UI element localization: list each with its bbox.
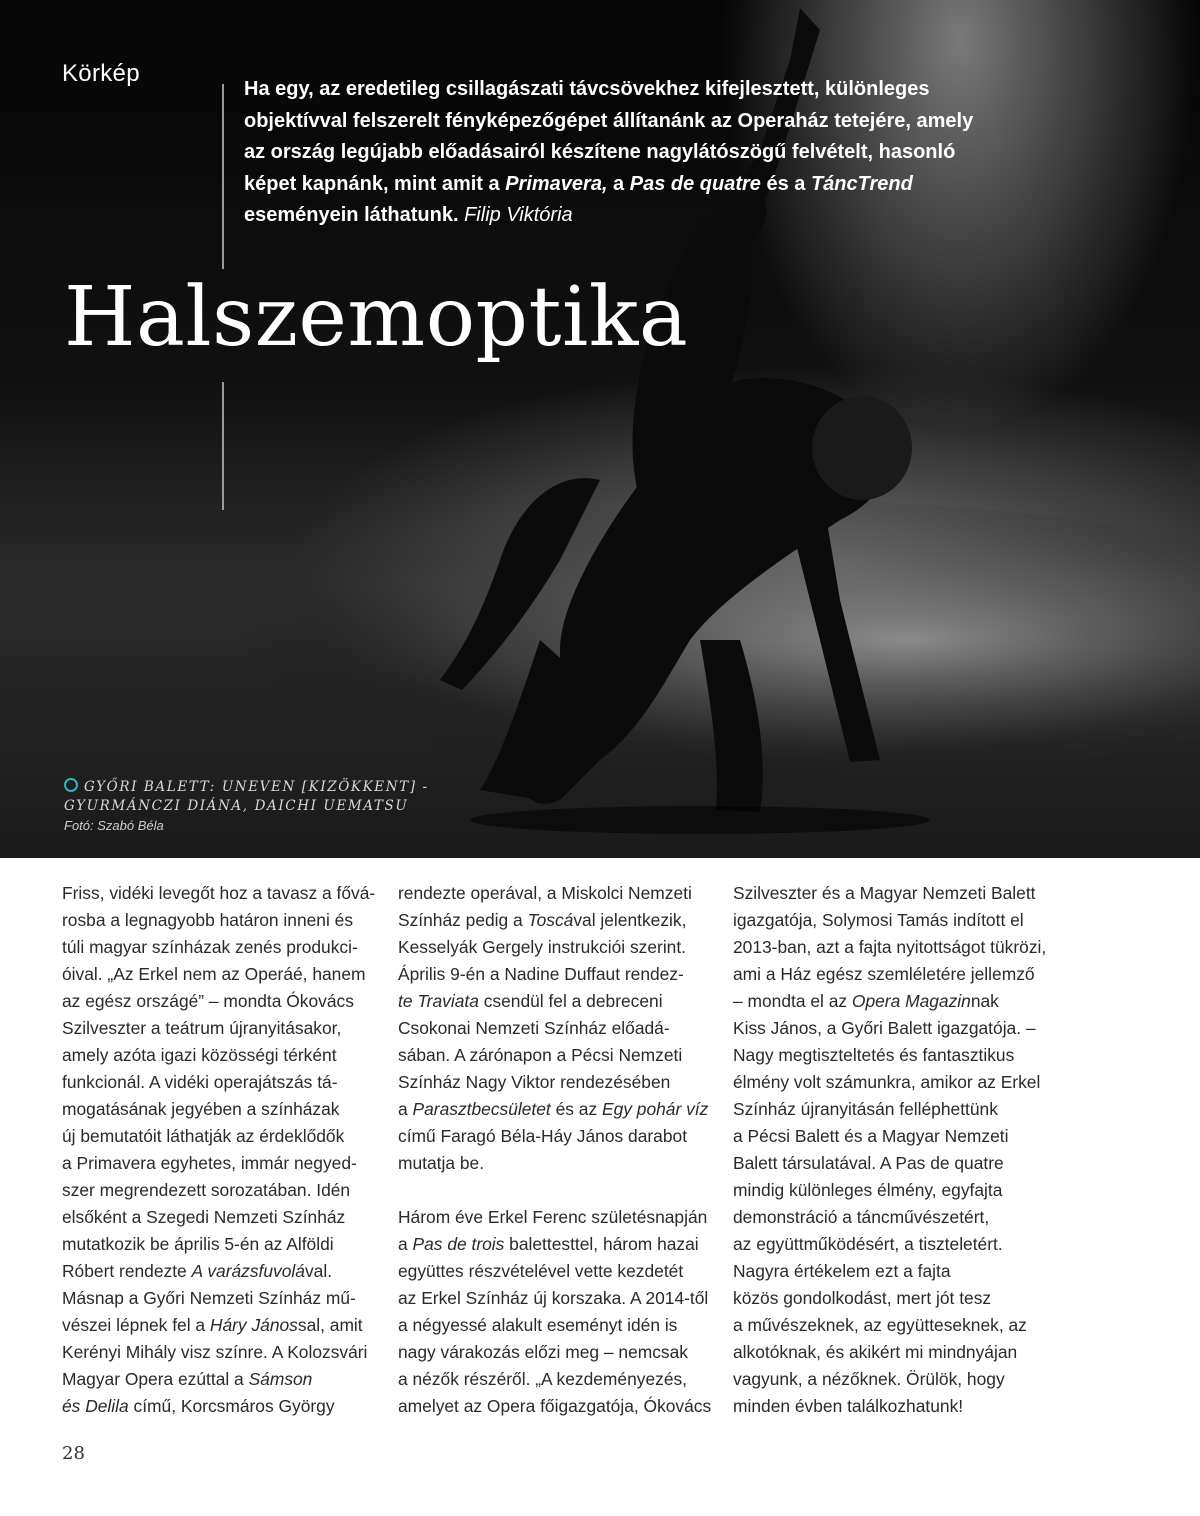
body-italic: Háry János	[209, 1315, 298, 1335]
lead-emphasis: Pas de quatre	[629, 172, 761, 195]
body-line: minden évben találkozhatunk!	[733, 1396, 964, 1416]
body-line: amely azóta igazi közösségi térként	[62, 1045, 337, 1065]
body-line: ami a Ház egész szemléletére jellemző	[733, 964, 1035, 984]
body-italic: Toscá	[527, 910, 574, 930]
body-column-1	[62, 880, 374, 1420]
body-line: rendezte operával, a Miskolci Nemzeti	[398, 883, 692, 903]
divider-line	[222, 84, 224, 269]
body-line: mutatkozik be április 5-én az Alföldi	[62, 1234, 334, 1254]
photo-credit: Fotó: Szabó Béla	[64, 818, 164, 833]
body-text: nak	[970, 991, 999, 1011]
body-italic: Opera Magazin	[851, 991, 971, 1011]
body-line: mindig különleges élmény, egyfajta	[733, 1180, 1003, 1200]
body-italic: te Traviata	[398, 991, 479, 1011]
article-title: Halszemoptika	[64, 270, 689, 365]
lead-paragraph	[244, 74, 1074, 232]
paragraph-gap	[398, 1177, 710, 1204]
body-text: és az	[550, 1099, 602, 1119]
body-text: a	[398, 1099, 413, 1119]
lead-text: objektívval felszerelt fényképezőgépet állítanánk az Operaház tetejére, amely	[244, 109, 974, 132]
body-line: Friss, vidéki levegőt hoz a tavasz a fővá-	[62, 883, 376, 903]
body-text: balettesttel, három hazai	[504, 1234, 699, 1254]
body-line	[398, 988, 710, 1015]
body-line: elsőként a Szegedi Nemzeti Színház	[62, 1207, 346, 1227]
body-text: val jelentkezik,	[573, 910, 687, 930]
body-line: élmény volt számunkra, amikor az Erkel	[733, 1072, 1041, 1092]
body-column-3	[733, 880, 1045, 1420]
page-number: 28	[62, 1443, 85, 1464]
body-line: Szilveszter a teátrum újranyitásakor,	[62, 1018, 342, 1038]
body-line: a művészeknek, az együtteseknek, az	[733, 1315, 1027, 1335]
divider-line	[222, 382, 224, 510]
body-line: mutatja be.	[398, 1153, 485, 1173]
body-line: a nézők részéről. „A kezdeményezés,	[398, 1369, 688, 1389]
body-line: Április 9-én a Nadine Duffaut rendez-	[398, 964, 684, 984]
body-text: sal, amit	[297, 1315, 363, 1335]
body-line: új bemutatóit láthatják az érdeklődők	[62, 1126, 345, 1146]
body-italic: A varázsfuvolá	[191, 1261, 305, 1281]
body-line: amelyet az Opera főigazgatója, Ókovács	[398, 1396, 712, 1416]
author: Filip Viktória	[464, 204, 573, 226]
body-italic: Pas de trois	[412, 1234, 505, 1254]
body-line: Színház Nagy Viktor rendezésében	[398, 1072, 671, 1092]
body-line: óival. „Az Erkel nem az Operáé, hanem	[62, 964, 366, 984]
body-line: túli magyar színházak zenés produkci-	[62, 937, 358, 957]
body-line	[62, 1258, 374, 1285]
body-line: 2013-ban, azt a fajta nyitottságot tükrözi,	[733, 937, 1047, 957]
body-line: a Primavera egyhetes, immár negyed-	[62, 1153, 357, 1173]
body-text: a	[398, 1234, 413, 1254]
lead-text: az ország legújabb előadásairól készítene nagylátószögű felvételt, hasonló	[244, 141, 956, 163]
body-line: rosba a legnagyobb határon inneni és	[62, 910, 354, 930]
body-italic: Sámson	[248, 1369, 313, 1389]
body-line: demonstráció a táncművészetért,	[733, 1207, 990, 1227]
body-line: Csokonai Nemzeti Színház előadá-	[398, 1018, 670, 1038]
body-line: Három éve Erkel Ferenc születésnapján	[398, 1207, 708, 1227]
body-line: az egész országé” – mondta Ókovács	[62, 991, 354, 1011]
body-line: nagy várakozás előzi meg – nemcsak	[398, 1342, 688, 1362]
body-column-2	[398, 880, 710, 1420]
body-line	[398, 1096, 710, 1123]
body-line: alkotóknak, és akikért mi mindnyájan	[733, 1342, 1018, 1362]
body-line: Kiss János, a Győri Balett igazgatója. –	[733, 1018, 1036, 1038]
body-text: Magyar Opera ezúttal a	[62, 1369, 249, 1389]
body-line: Másnap a Győri Nemzeti Színház mű-	[62, 1288, 356, 1308]
body-line: vagyunk, a nézőknek. Örülök, hogy	[733, 1369, 1005, 1389]
lead-emphasis: Primavera,	[505, 172, 608, 195]
body-line: Balett társulatával. A Pas de quatre	[733, 1153, 1004, 1173]
body-line: mogatásának jegyében a színházak	[62, 1099, 340, 1119]
body-line: sában. A zárónapon a Pécsi Nemzeti	[398, 1045, 683, 1065]
body-text: val.	[304, 1261, 333, 1281]
body-line: igazgatója, Solymosi Tamás indított el	[733, 910, 1024, 930]
caption-line: GYŐRI BALETT: UNEVEN [KIZÖKKENT] -	[84, 779, 429, 795]
body-text: című, Korcsmáros György	[128, 1396, 335, 1416]
lead-text: és a	[760, 172, 811, 195]
body-line	[62, 1366, 374, 1393]
body-line: az együttműködésért, a tiszteletért.	[733, 1234, 1003, 1254]
body-line: Kerényi Mihály visz színre. A Kolozsvári	[62, 1342, 368, 1362]
lead-text: képet kapnánk, mint amit a	[244, 172, 506, 195]
lead-text: eseményein láthatunk.	[244, 204, 459, 226]
body-line: Színház újranyitásán felléphettünk	[733, 1099, 998, 1119]
body-text: Róbert rendezte	[62, 1261, 192, 1281]
body-text: Színház pedig a	[398, 910, 528, 930]
body-line: együttes részvételével vette kezdetét	[398, 1261, 684, 1281]
lead-emphasis: TáncTrend	[810, 172, 913, 195]
body-line: című Faragó Béla-Háy János darabot	[398, 1126, 688, 1146]
body-italic: és Delila	[62, 1396, 129, 1416]
body-line: Nagy megtiszteltetés és fantasztikus	[733, 1045, 1015, 1065]
body-line: az Erkel Színház új korszaka. A 2014-től	[398, 1288, 709, 1308]
body-italic: Egy pohár víz	[601, 1099, 709, 1119]
body-line	[733, 988, 1045, 1015]
body-line: a négyessé alakult eseményt idén is	[398, 1315, 678, 1335]
photo-caption	[64, 778, 429, 835]
body-line: Szilveszter és a Magyar Nemzeti Balett	[733, 883, 1036, 903]
body-line	[398, 1231, 710, 1258]
body-line: Nagyra értékelem ezt a fajta	[733, 1261, 951, 1281]
body-line: funkcionál. A vidéki operajátszás tá-	[62, 1072, 338, 1092]
body-text: – mondta el az	[733, 991, 852, 1011]
body-line	[62, 1312, 374, 1339]
caption-ring-icon	[64, 778, 78, 792]
section-label: Körkép	[62, 60, 140, 87]
lead-text: a	[607, 172, 630, 195]
body-line: közös gondolkodást, mert jót tesz	[733, 1288, 992, 1308]
caption-line: GYURMÁNCZI DIÁNA, DAICHI UEMATSU	[64, 798, 409, 814]
body-italic: Parasztbecsületet	[412, 1099, 551, 1119]
body-text: vészei lépnek fel a	[62, 1315, 210, 1335]
lead-text: Ha egy, az eredetileg csillagászati távcsövekhez kifejlesztett, különleges	[244, 78, 930, 100]
body-text: csendül fel a debreceni	[478, 991, 663, 1011]
body-line	[398, 907, 710, 934]
body-line: a Pécsi Balett és a Magyar Nemzeti	[733, 1126, 1009, 1146]
body-line: szer megrendezett sorozatában. Idén	[62, 1180, 351, 1200]
body-line: Kesselyák Gergely instrukciói szerint.	[398, 937, 687, 957]
body-line	[62, 1393, 374, 1420]
